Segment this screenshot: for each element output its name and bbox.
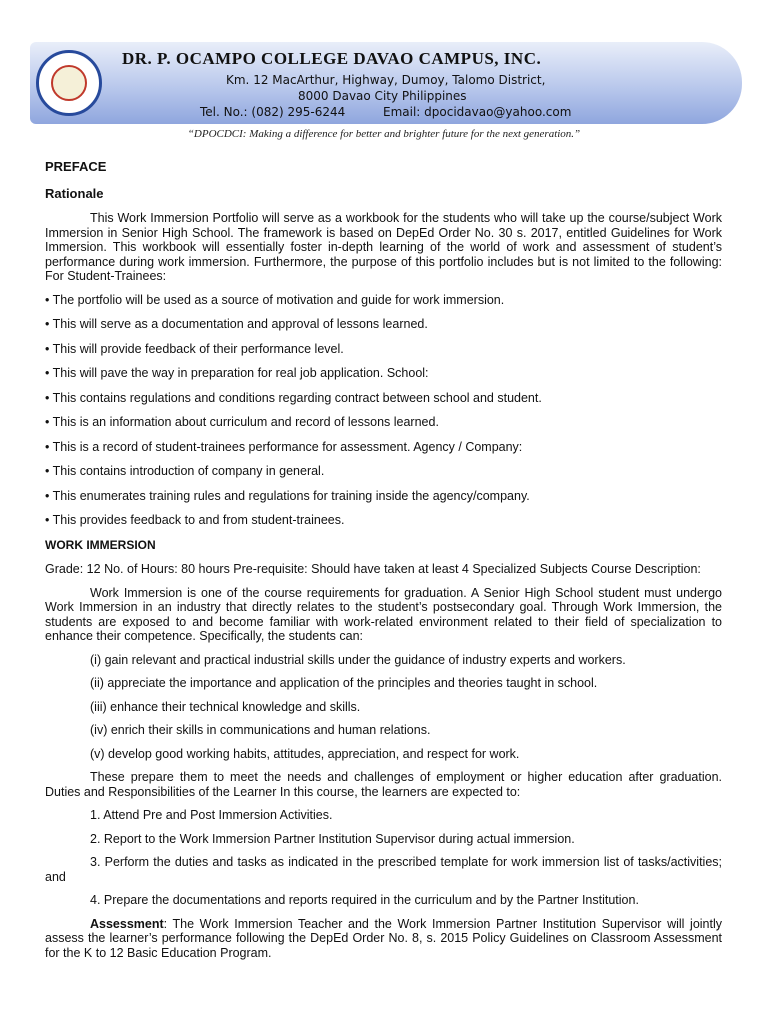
- bullet-item: • The portfolio will be used as a source of motivation and guide for work immersion.: [45, 292, 505, 307]
- bullet-item: • This provides feedback to and from student-trainees.: [45, 513, 345, 527]
- objective-item: (iv) enrich their skills in communications and human relations.: [90, 723, 431, 737]
- address-line-1: Km. 12 MacArthur, Highway, Dumoy, Talomo District,: [226, 73, 546, 87]
- address-line-2: 8000 Davao City Philippines: [298, 89, 467, 103]
- objective-item: (ii) appreciate the importance and application of the principles and theories taught in school.: [90, 676, 598, 690]
- duty-item: 3. Perform the duties and tasks as indicated in the prescribed template for work immersion list of tasks/activities; and: [45, 855, 722, 884]
- bullet-item: • This is a record of student-trainees performance for assessment. Agency / Company:: [45, 439, 523, 454]
- prepare-paragraph: These prepare them to meet the needs and challenges of employment or higher education after graduation. Duties and Responsibilities of the Learner In this course, the learners are expected to:: [45, 770, 722, 799]
- rationale-title: Rationale: [45, 185, 104, 201]
- assessment-label: Assessment: [90, 916, 164, 931]
- duty-item: 1. Attend Pre and Post Immersion Activities.: [90, 808, 333, 822]
- objective-item: (v) develop good working habits, attitudes, appreciation, and respect for work.: [90, 746, 520, 761]
- bullet-item: • This contains introduction of company in general.: [45, 464, 325, 478]
- bullet-item: • This will provide feedback of their performance level.: [45, 341, 344, 356]
- email-address: Email: dpocidavao@yahoo.com: [383, 105, 572, 119]
- objective-item: (iii) enhance their technical knowledge and skills.: [90, 699, 361, 714]
- objective-item: (i) gain relevant and practical industrial skills under the guidance of industry experts and workers.: [90, 652, 626, 667]
- letterhead: [0, 0, 768, 150]
- work-immersion-title: WORK IMMERSION: [45, 537, 156, 552]
- preface-title: PREFACE: [45, 159, 107, 174]
- college-seal-icon: [36, 50, 102, 116]
- description-paragraph: Work Immersion is one of the course requirements for graduation. A Senior High School student must undergo Work Immersion in an industry that directly relates to the student’s postsecondary goal. Through Work Immersion, the students are exposed to and become familiar with work-related environment related to their field of specialization to enhance their competence. Specifically, the students can:: [45, 585, 722, 643]
- grade-paragraph: Grade: 12 No. of Hours: 80 hours Pre-requisite: Should have taken at least 4 Specialized Subjects Course Description:: [45, 562, 701, 576]
- duty-item: 4. Prepare the documentations and reports required in the curriculum and by the Partner Institution.: [90, 893, 639, 907]
- assessment-paragraph: [45, 917, 722, 961]
- college-name: DR. P. OCAMPO COLLEGE DAVAO CAMPUS, INC.: [122, 49, 542, 68]
- bullet-item: • This enumerates training rules and regulations for training inside the agency/company.: [45, 488, 530, 503]
- bullet-item: • This is an information about curriculum and record of lessons learned.: [45, 415, 439, 429]
- bullet-item: • This will pave the way in preparation for real job application. School:: [45, 366, 429, 380]
- rationale-paragraph: This Work Immersion Portfolio will serve as a workbook for the students who will take up the course/subject Work Immersion in Senior High School. The framework is based on DepEd Order No. 30 s. 2017, entitled Guidelines for Work Immersion. This workbook will essentially foster in-depth learning of the world of work and assessment of student’s performance during work immersion. Furthermore, the purpose of this portfolio includes but is not limited to the following: For Student-Trainees:: [45, 211, 722, 283]
- motto: “DPOCDCI: Making a difference for better and brighter future for the next generation.”: [187, 128, 581, 140]
- duty-item: 2. Report to the Work Immersion Partner Institution Supervisor during actual immersion.: [90, 831, 575, 846]
- document-body: [45, 160, 722, 969]
- bullet-item: • This contains regulations and conditions regarding contract between school and student.: [45, 390, 542, 405]
- assessment-text: : The Work Immersion Teacher and the Work Immersion Partner Institution Supervisor will jointly assess the learner’s performance following the DepEd Order No. 8, s. 2015 Policy Guidelines on Classroom Assessment for the K to 12 Basic Education Program.: [45, 916, 722, 960]
- bullet-item: • This will serve as a documentation and approval of lessons learned.: [45, 317, 428, 331]
- tel-number: Tel. No.: (082) 295-6244: [200, 105, 346, 119]
